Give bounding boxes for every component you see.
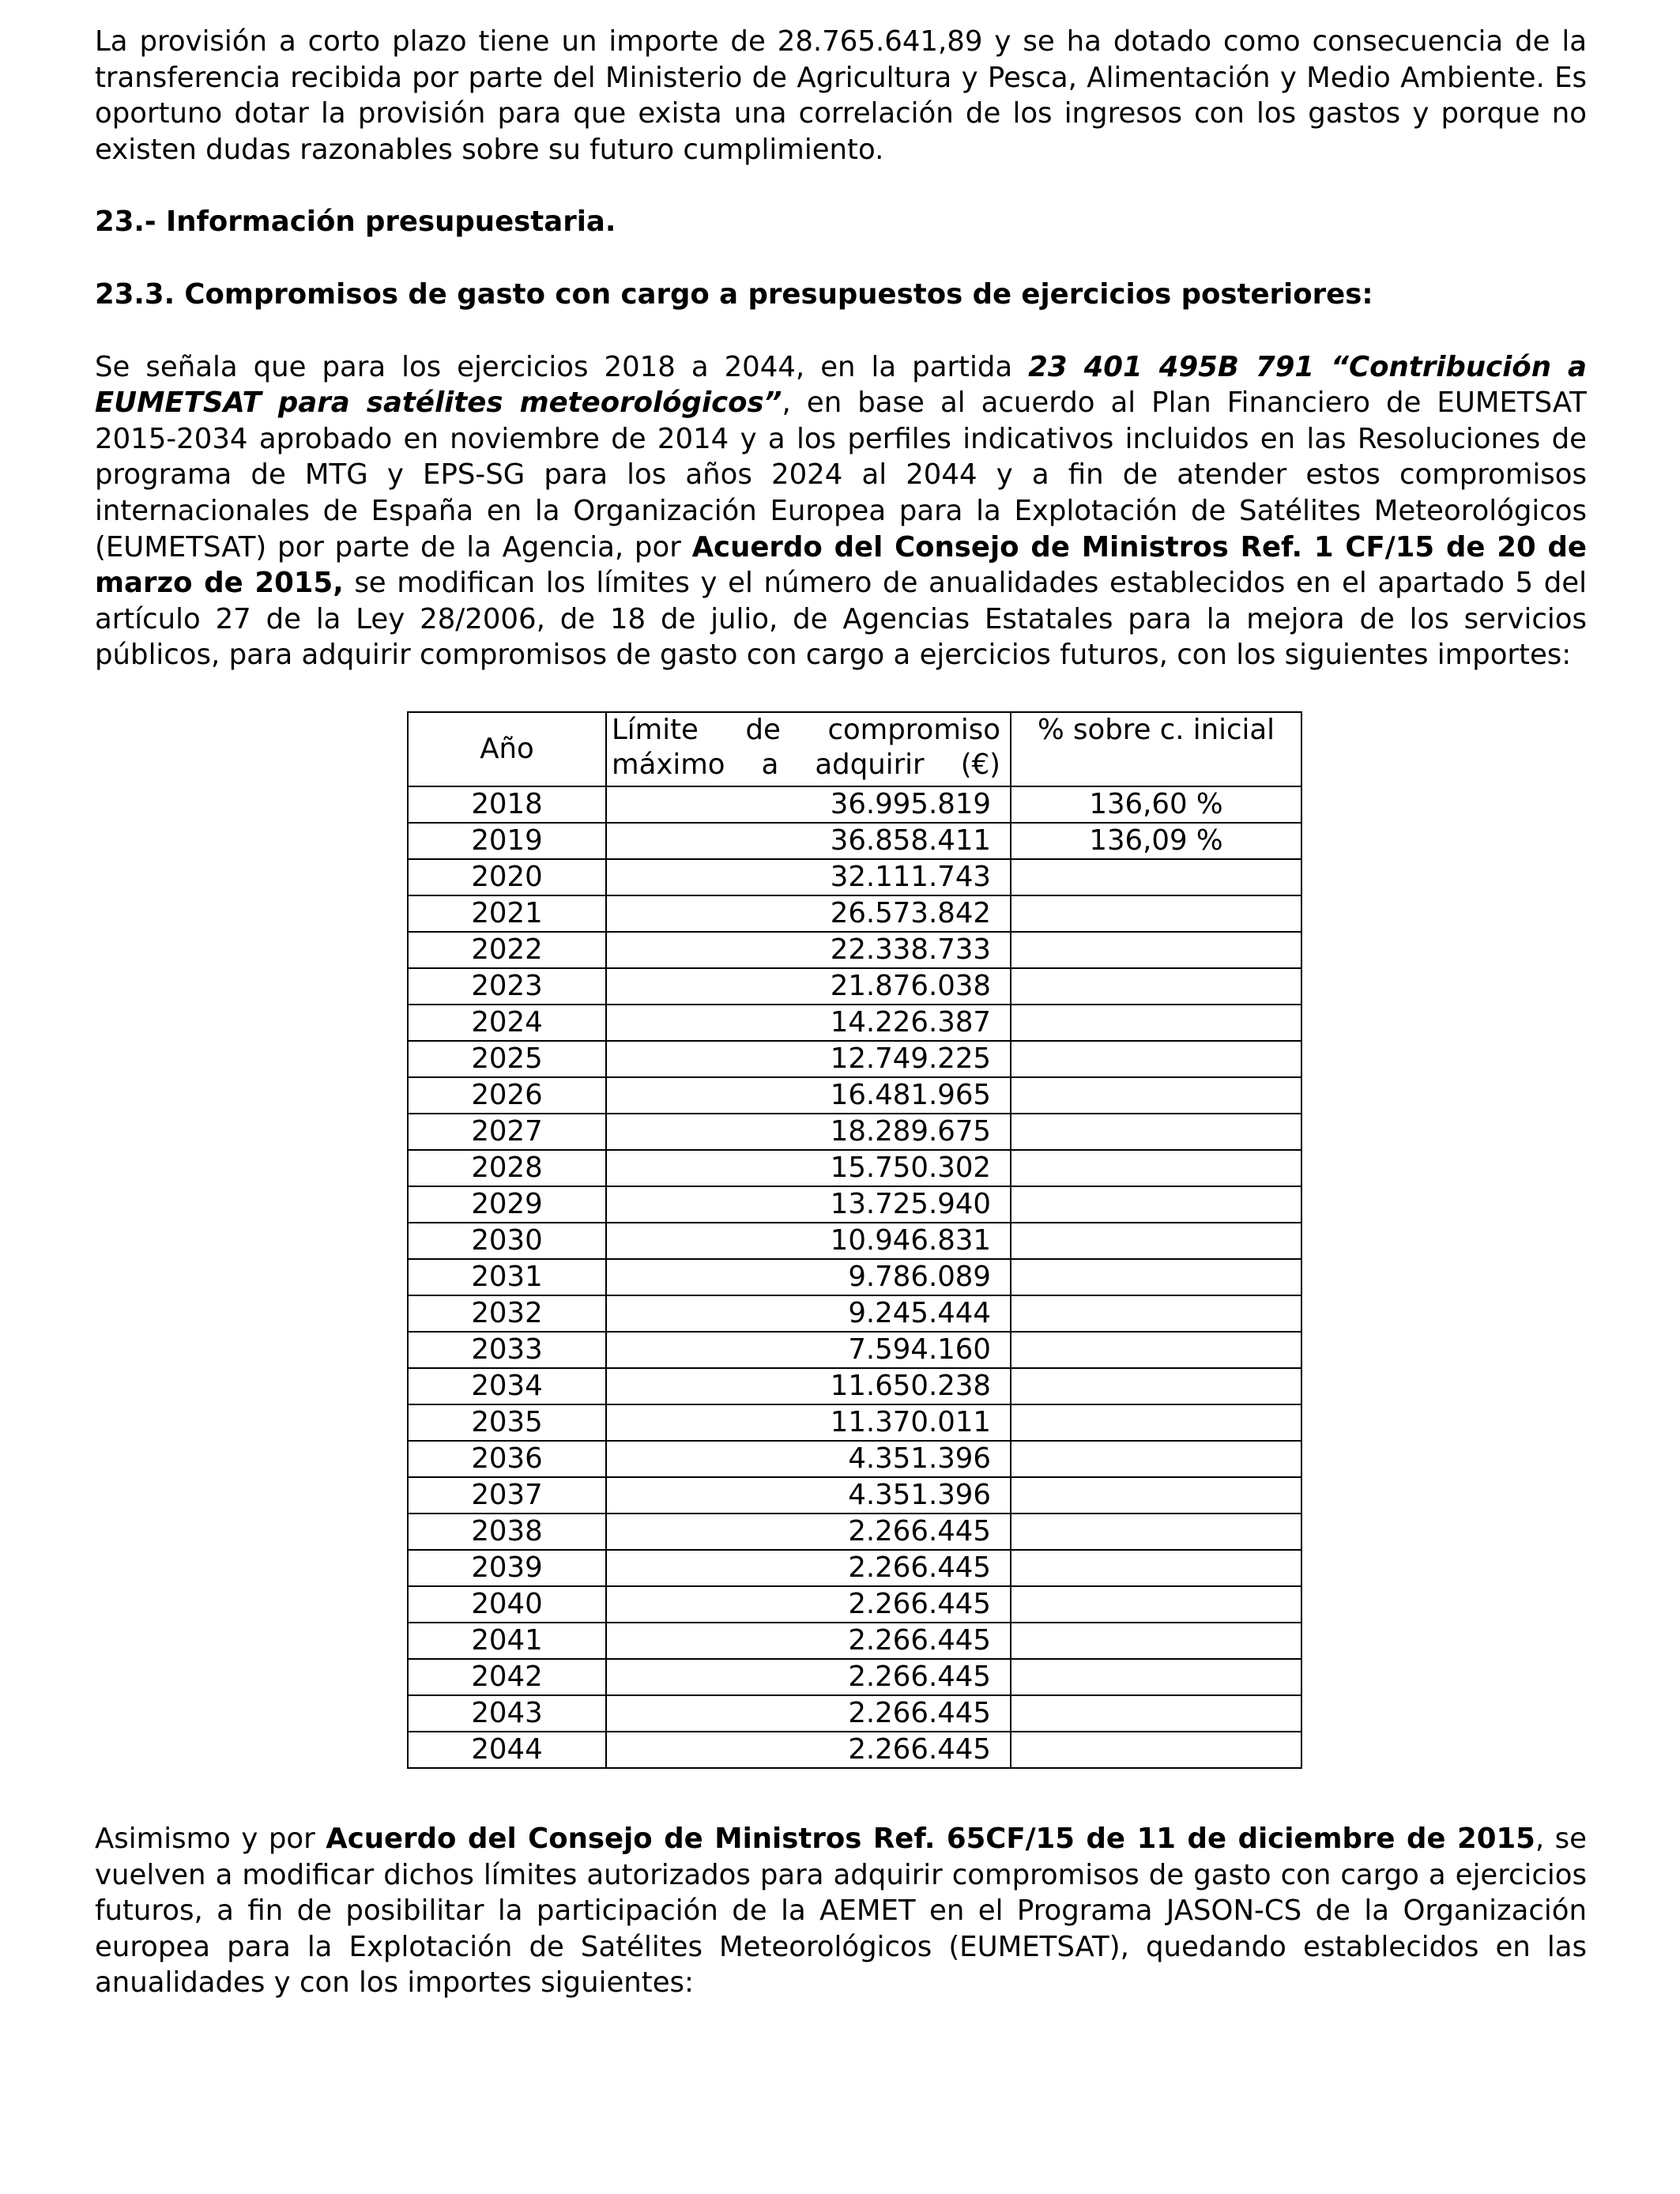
subsection-heading: 23.3. Compromisos de gasto con cargo a presupuestos de ejercicios posteriores: bbox=[95, 277, 1373, 311]
year-cell: 2018 bbox=[408, 786, 606, 823]
amount-cell: 2.266.445 bbox=[606, 1623, 1011, 1659]
amount-cell: 2.266.445 bbox=[606, 1586, 1011, 1623]
table-row bbox=[408, 1332, 1301, 1368]
year-cell: 2039 bbox=[408, 1550, 606, 1586]
year-cell: 2031 bbox=[408, 1259, 606, 1295]
amount-cell: 22.338.733 bbox=[606, 932, 1011, 968]
year-cell: 2023 bbox=[408, 968, 606, 1005]
table-row bbox=[408, 1586, 1301, 1623]
pct-cell bbox=[1011, 932, 1301, 968]
header-limit: Límite de compromiso máximo a adquirir (€) bbox=[606, 712, 1011, 786]
table-row bbox=[408, 1441, 1301, 1477]
pct-cell bbox=[1011, 968, 1301, 1005]
pct-cell: 136,60 % bbox=[1011, 786, 1301, 823]
amount-cell: 10.946.831 bbox=[606, 1223, 1011, 1259]
table-row bbox=[408, 859, 1301, 895]
table-row bbox=[408, 1623, 1301, 1659]
pct-cell bbox=[1011, 1295, 1301, 1332]
amount-cell: 32.111.743 bbox=[606, 859, 1011, 895]
table-row bbox=[408, 1732, 1301, 1768]
table-row bbox=[408, 1077, 1301, 1114]
budget-item-reference: 23 401 495B 791 “Contribución a EUMETSAT para satélites meteorológicos” bbox=[95, 350, 1587, 420]
table-row bbox=[408, 823, 1301, 859]
amount-cell: 12.749.225 bbox=[606, 1041, 1011, 1077]
table-row bbox=[408, 1114, 1301, 1150]
year-cell: 2019 bbox=[408, 823, 606, 859]
table-body bbox=[408, 786, 1301, 1768]
para3-text-2: , se vuelven a modificar dichos límites autorizados para adquirir compromisos de gasto con cargo a ejercicios futuros, a fin de posibilitar la participación de la AEMET en el Programa JASON-CS de la Organización europea para la Explotación de Satélites Meteorológicos (EUMETSAT), quedando establecidos en las anualidades y con los importes siguientes: bbox=[95, 1822, 1587, 2000]
amount-cell: 13.725.940 bbox=[606, 1186, 1011, 1223]
year-cell: 2020 bbox=[408, 859, 606, 895]
pct-cell bbox=[1011, 1041, 1301, 1077]
table-row bbox=[408, 1514, 1301, 1550]
amount-cell: 7.594.160 bbox=[606, 1332, 1011, 1368]
amount-cell: 15.750.302 bbox=[606, 1150, 1011, 1186]
commitments-paragraph bbox=[95, 349, 1587, 673]
para3-text-1: Asimismo y por bbox=[95, 1822, 326, 1855]
pct-cell bbox=[1011, 1077, 1301, 1114]
pct-cell bbox=[1011, 1114, 1301, 1150]
year-cell: 2026 bbox=[408, 1077, 606, 1114]
council-agreement-reference-2: Acuerdo del Consejo de Ministros Ref. 65CF/15 de 11 de diciembre de 2015 bbox=[326, 1822, 1535, 1855]
pct-cell bbox=[1011, 1586, 1301, 1623]
commitment-limits-table bbox=[407, 711, 1302, 1769]
table-row bbox=[408, 1477, 1301, 1514]
header-year: Año bbox=[408, 712, 606, 786]
year-cell: 2041 bbox=[408, 1623, 606, 1659]
table-row bbox=[408, 1150, 1301, 1186]
year-cell: 2042 bbox=[408, 1659, 606, 1695]
amount-cell: 2.266.445 bbox=[606, 1732, 1011, 1768]
year-cell: 2024 bbox=[408, 1005, 606, 1041]
year-cell: 2044 bbox=[408, 1732, 606, 1768]
table-row bbox=[408, 1695, 1301, 1732]
table-row bbox=[408, 932, 1301, 968]
amount-cell: 2.266.445 bbox=[606, 1659, 1011, 1695]
table-row bbox=[408, 895, 1301, 932]
pct-cell bbox=[1011, 859, 1301, 895]
pct-cell bbox=[1011, 1441, 1301, 1477]
amount-cell: 4.351.396 bbox=[606, 1441, 1011, 1477]
pct-cell bbox=[1011, 1259, 1301, 1295]
header-pct: % sobre c. inicial bbox=[1011, 712, 1301, 786]
year-cell: 2038 bbox=[408, 1514, 606, 1550]
year-cell: 2043 bbox=[408, 1695, 606, 1732]
para2-text-1: Se señala que para los ejercicios 2018 a 2044, en la partida bbox=[95, 350, 1029, 383]
amount-cell: 9.786.089 bbox=[606, 1259, 1011, 1295]
pct-cell bbox=[1011, 895, 1301, 932]
year-cell: 2034 bbox=[408, 1368, 606, 1404]
table-row bbox=[408, 1041, 1301, 1077]
section-heading: 23.- Información presupuestaria. bbox=[95, 205, 616, 239]
amount-cell: 2.266.445 bbox=[606, 1550, 1011, 1586]
intro-paragraph: La provisión a corto plazo tiene un importe de 28.765.641,89 y se ha dotado como consecuencia de la transferencia recibida por parte del Ministerio de Agricultura y Pesca, Alimentación y Medio Ambiente. Es oportuno dotar la provisión para que exista una correlación de los ingresos con los gastos y porque no existen dudas razonables sobre su futuro cumplimiento. bbox=[95, 25, 1587, 166]
para2-text-2: , en base al acuerdo al Plan Financiero de EUMETSAT 2015-2034 aprobado en noviembre de 2014 y a los perfiles indicativos incluidos en las Resoluciones de programa de MTG y EPS-SG para los años 2024 al 2044 y a fin de atender estos compromisos internacionales de España en la Organización Europea para la Explotación de Satélites Meteorológicos (EUMETSAT) por parte de la Agencia, por bbox=[95, 386, 1587, 564]
year-cell: 2040 bbox=[408, 1586, 606, 1623]
amount-cell: 16.481.965 bbox=[606, 1077, 1011, 1114]
table-row bbox=[408, 968, 1301, 1005]
year-cell: 2036 bbox=[408, 1441, 606, 1477]
amount-cell: 21.876.038 bbox=[606, 968, 1011, 1005]
table-row bbox=[408, 1295, 1301, 1332]
amount-cell: 36.858.411 bbox=[606, 823, 1011, 859]
pct-cell bbox=[1011, 1005, 1301, 1041]
council-agreement-reference: Acuerdo del Consejo de Ministros Ref. 1 CF/15 de 20 de marzo de 2015, bbox=[95, 530, 1588, 600]
year-cell: 2029 bbox=[408, 1186, 606, 1223]
table-row bbox=[408, 1259, 1301, 1295]
amount-cell: 11.650.238 bbox=[606, 1368, 1011, 1404]
table-row bbox=[408, 1005, 1301, 1041]
pct-cell bbox=[1011, 1332, 1301, 1368]
pct-cell bbox=[1011, 1659, 1301, 1695]
table-row bbox=[408, 1223, 1301, 1259]
pct-cell bbox=[1011, 1368, 1301, 1404]
document-page bbox=[95, 24, 1587, 2001]
year-cell: 2037 bbox=[408, 1477, 606, 1514]
year-cell: 2022 bbox=[408, 932, 606, 968]
amount-cell: 2.266.445 bbox=[606, 1695, 1011, 1732]
pct-cell bbox=[1011, 1186, 1301, 1223]
pct-cell: 136,09 % bbox=[1011, 823, 1301, 859]
pct-cell bbox=[1011, 1732, 1301, 1768]
year-cell: 2027 bbox=[408, 1114, 606, 1150]
table-row bbox=[408, 1659, 1301, 1695]
pct-cell bbox=[1011, 1223, 1301, 1259]
year-cell: 2035 bbox=[408, 1404, 606, 1441]
pct-cell bbox=[1011, 1623, 1301, 1659]
jason-cs-paragraph bbox=[95, 1821, 1587, 2001]
pct-cell bbox=[1011, 1514, 1301, 1550]
table-row bbox=[408, 786, 1301, 823]
table-row bbox=[408, 1186, 1301, 1223]
table-row bbox=[408, 1368, 1301, 1404]
amount-cell: 26.573.842 bbox=[606, 895, 1011, 932]
pct-cell bbox=[1011, 1150, 1301, 1186]
amount-cell: 9.245.444 bbox=[606, 1295, 1011, 1332]
pct-cell bbox=[1011, 1477, 1301, 1514]
amount-cell: 18.289.675 bbox=[606, 1114, 1011, 1150]
year-cell: 2032 bbox=[408, 1295, 606, 1332]
year-cell: 2028 bbox=[408, 1150, 606, 1186]
table-header-row bbox=[408, 712, 1301, 786]
pct-cell bbox=[1011, 1404, 1301, 1441]
table-row bbox=[408, 1404, 1301, 1441]
year-cell: 2025 bbox=[408, 1041, 606, 1077]
amount-cell: 11.370.011 bbox=[606, 1404, 1011, 1441]
year-cell: 2021 bbox=[408, 895, 606, 932]
amount-cell: 2.266.445 bbox=[606, 1514, 1011, 1550]
table-row bbox=[408, 1550, 1301, 1586]
amount-cell: 4.351.396 bbox=[606, 1477, 1011, 1514]
pct-cell bbox=[1011, 1550, 1301, 1586]
pct-cell bbox=[1011, 1695, 1301, 1732]
year-cell: 2033 bbox=[408, 1332, 606, 1368]
amount-cell: 36.995.819 bbox=[606, 786, 1011, 823]
year-cell: 2030 bbox=[408, 1223, 606, 1259]
para2-text-3: se modifican los límites y el número de anualidades establecidos en el apartado 5 del artículo 27 de la Ley 28/2006, de 18 de julio, de Agencias Estatales para la mejora de los servicios públicos, para adquirir compromisos de gasto con cargo a ejercicios futuros, con los siguientes importes: bbox=[95, 567, 1587, 672]
amount-cell: 14.226.387 bbox=[606, 1005, 1011, 1041]
